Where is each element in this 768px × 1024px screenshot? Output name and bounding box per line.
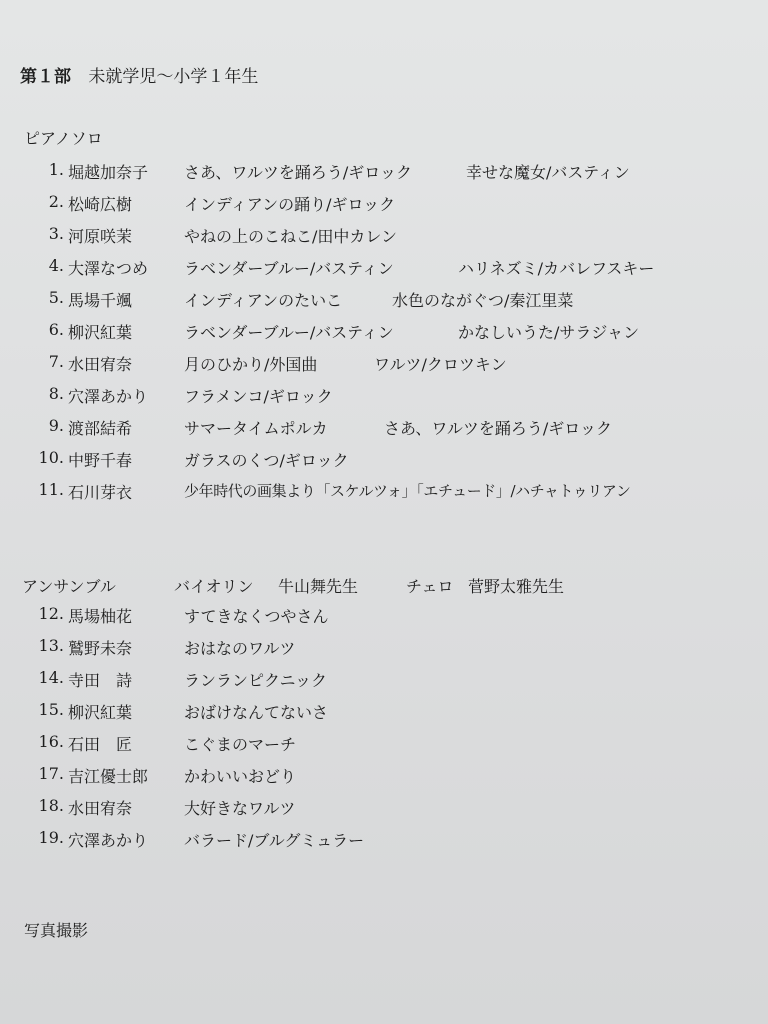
performer-name: 鷲野未奈 [68,639,133,658]
piece-title: ランランピクニック [184,671,328,690]
performer-name: 吉江優士郎 [68,767,149,786]
part-number: 第１部 [20,67,71,87]
row-number: 2. [48,192,64,211]
row-number: 5. [48,288,64,307]
piece-title: サマータイムポルカ [184,419,328,438]
piece-title: 少年時代の画集より「スケルツォ」「エチュード」/ハチャトゥリアン [184,482,631,500]
performer-name: 中野千春 [68,451,133,470]
piece-title: ラベンダーブルー/バスティン [184,259,394,278]
piece-title: ラベンダーブルー/バスティン [184,323,394,342]
piece-title: やねの上のこねこ/田中カレン [184,227,397,246]
row-number: 14. [38,668,64,687]
performer-name: 柳沢紅葉 [68,323,133,342]
performer-name: 馬場千颯 [68,291,133,310]
cello-label: チェロ [406,577,454,596]
second-piece-title: かなしいうた/サラジャン [458,323,640,342]
performer-name: 水田宥奈 [68,355,133,374]
performer-name: 穴澤あかり [68,831,149,850]
row-number: 12. [38,604,64,623]
row-number: 10. [38,448,64,467]
piece-title: こぐまのマーチ [184,735,297,754]
second-piece-title: さあ、ワルツを踊ろう/ギロック [384,419,612,438]
row-number: 6. [48,320,64,339]
performer-name: 馬場柚花 [68,607,133,626]
performer-name: 柳沢紅葉 [68,703,133,722]
performer-name: 渡部結希 [68,419,133,438]
row-number: 18. [38,796,64,815]
second-piece-title: ハリネズミ/カバレフスキー [458,259,655,278]
piece-title: インディアンのたいこ [184,291,343,310]
violin-label: バイオリン [174,577,254,596]
piece-title: 月のひかり/外国曲 [184,355,318,374]
second-piece-title: 水色のながぐつ/秦江里菜 [392,291,574,310]
row-number: 17. [38,764,64,783]
performer-name: 石川芽衣 [68,483,133,502]
performer-name: 穴澤あかり [68,387,149,406]
performer-name: 堀越加奈子 [68,163,149,182]
performer-name: 石田 匠 [68,735,133,754]
piece-title: さあ、ワルツを踊ろう/ギロック [184,163,412,182]
piano-solo-title: ピアノソロ [24,129,103,148]
part-title: 未就学児～小学１年生 [88,67,259,87]
violin-teacher: 牛山舞先生 [278,577,359,596]
second-piece-title: 幸せな魔女/バスティン [466,163,630,182]
piece-title: フラメンコ/ギロック [184,387,333,406]
row-number: 8. [48,384,64,403]
row-number: 7. [48,352,64,371]
row-number: 9. [48,416,64,435]
photo-session-label: 写真撮影 [24,921,89,940]
row-number: 4. [48,256,64,275]
piece-title: 大好きなワルツ [184,799,296,818]
row-number: 1. [48,160,64,179]
row-number: 19. [38,828,64,847]
piece-title: かわいいおどり [184,767,297,786]
piece-title: インディアンの踊り/ギロック [184,195,396,214]
performer-name: 河原咲茉 [68,227,133,246]
performer-name: 大澤なつめ [68,259,149,278]
second-piece-title: ワルツ/クロツキン [374,355,507,374]
row-number: 13. [38,636,64,655]
piece-title: バラード/ブルグミュラー [184,831,365,850]
row-number: 11. [38,480,64,499]
piece-title: すてきなくつやさん [184,607,329,626]
part-heading [20,62,258,87]
cello-teacher: 菅野太雅先生 [468,577,565,596]
row-number: 15. [38,700,64,719]
piece-title: ガラスのくつ/ギロック [184,451,349,470]
piece-title: おはなのワルツ [184,639,296,658]
performer-name: 松崎広樹 [68,195,133,214]
performer-name: 水田宥奈 [68,799,133,818]
row-number: 3. [48,224,64,243]
piece-title: おばけなんてないさ [184,703,329,722]
row-number: 16. [38,732,64,751]
ensemble-title: アンサンブル [22,577,116,596]
performer-name: 寺田 詩 [68,671,133,690]
